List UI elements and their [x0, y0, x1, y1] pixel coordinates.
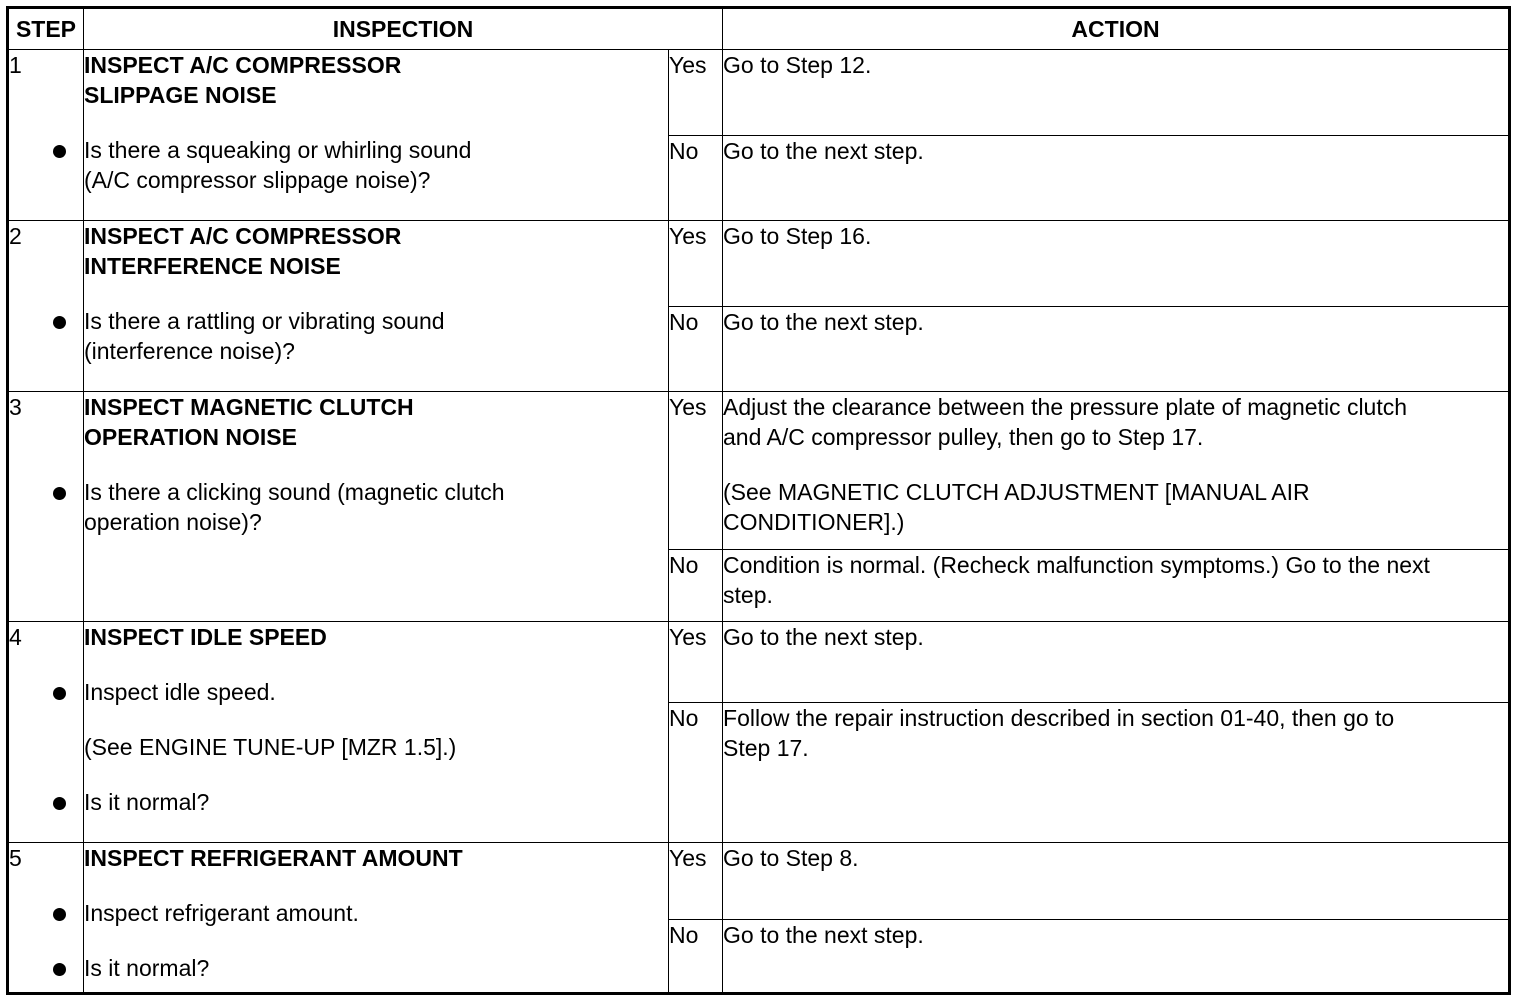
yes-label: Yes: [669, 622, 723, 703]
header-inspection: INSPECTION: [84, 8, 723, 50]
no-label: No: [669, 550, 723, 622]
inspection-title: INSPECT REFRIGERANT AMOUNT: [84, 845, 463, 871]
inspection-title: INSPECT A/C COMPRESSOR SLIPPAGE NOISE: [84, 52, 402, 108]
step-2-yes-row: [8, 221, 1510, 307]
yes-action: Go to Step 12.: [723, 50, 1510, 136]
step-4-yes-row: [8, 622, 1510, 703]
action-reference-note: (See MAGNETIC CLUTCH ADJUSTMENT [MANUAL AIR CONDITIONER].): [723, 479, 1310, 535]
inspection-bullet: Is there a clicking sound (magnetic clutch operation noise)?: [84, 477, 668, 537]
inspection-cell: [84, 622, 669, 843]
step-number: 1: [8, 50, 84, 221]
no-label: No: [669, 703, 723, 843]
yes-label: Yes: [669, 221, 723, 307]
no-action: Go to the next step.: [723, 135, 1510, 221]
inspection-cell: [84, 221, 669, 392]
header-action: ACTION: [723, 8, 1510, 50]
inspection-reference-note: (See ENGINE TUNE-UP [MZR 1.5].): [84, 734, 457, 760]
step-number: 5: [8, 843, 84, 994]
yes-action: Go to Step 16.: [723, 221, 1510, 307]
diagnostic-table: [6, 6, 1511, 995]
inspection-bullet: Inspect refrigerant amount.: [84, 898, 668, 928]
inspection-title: INSPECT A/C COMPRESSOR INTERFERENCE NOISE: [84, 223, 402, 279]
step-number: 3: [8, 392, 84, 622]
inspection-cell: [84, 843, 669, 994]
no-label: No: [669, 920, 723, 994]
no-action: Go to the next step.: [723, 307, 1510, 392]
yes-label: Yes: [669, 50, 723, 136]
step-3-yes-row: [8, 392, 1510, 550]
yes-label: Yes: [669, 843, 723, 920]
step-number: 2: [8, 221, 84, 392]
inspection-bullet: Is it normal?: [84, 953, 668, 983]
no-action: Follow the repair instruction described in section 01-40, then go to Step 17.: [723, 703, 1510, 843]
inspection-bullet: Is it normal?: [84, 787, 668, 817]
header-step: STEP: [8, 8, 84, 50]
yes-label: Yes: [669, 392, 723, 550]
no-label: No: [669, 307, 723, 392]
inspection-cell: [84, 392, 669, 622]
yes-action: Go to the next step.: [723, 622, 1510, 703]
inspection-bullet: Is there a squeaking or whirling sound (A/C compressor slippage noise)?: [84, 135, 668, 195]
no-action: Condition is normal. (Recheck malfunction symptoms.) Go to the next step.: [723, 550, 1510, 622]
step-5-yes-row: [8, 843, 1510, 920]
no-action: Go to the next step.: [723, 920, 1510, 994]
yes-action: [723, 392, 1510, 550]
inspection-cell: [84, 50, 669, 221]
inspection-title: INSPECT MAGNETIC CLUTCH OPERATION NOISE: [84, 394, 414, 450]
yes-action: Go to Step 8.: [723, 843, 1510, 920]
action-text: Adjust the clearance between the pressure plate of magnetic clutch and A/C compressor pulley, then go to Step 17.: [723, 394, 1408, 450]
inspection-bullet: Is there a rattling or vibrating sound (interference noise)?: [84, 306, 668, 366]
step-1-yes-row: [8, 50, 1510, 136]
inspection-bullet: Inspect idle speed.: [84, 677, 668, 707]
no-label: No: [669, 135, 723, 221]
header-row: [8, 8, 1510, 50]
inspection-title: INSPECT IDLE SPEED: [84, 624, 327, 650]
step-number: 4: [8, 622, 84, 843]
